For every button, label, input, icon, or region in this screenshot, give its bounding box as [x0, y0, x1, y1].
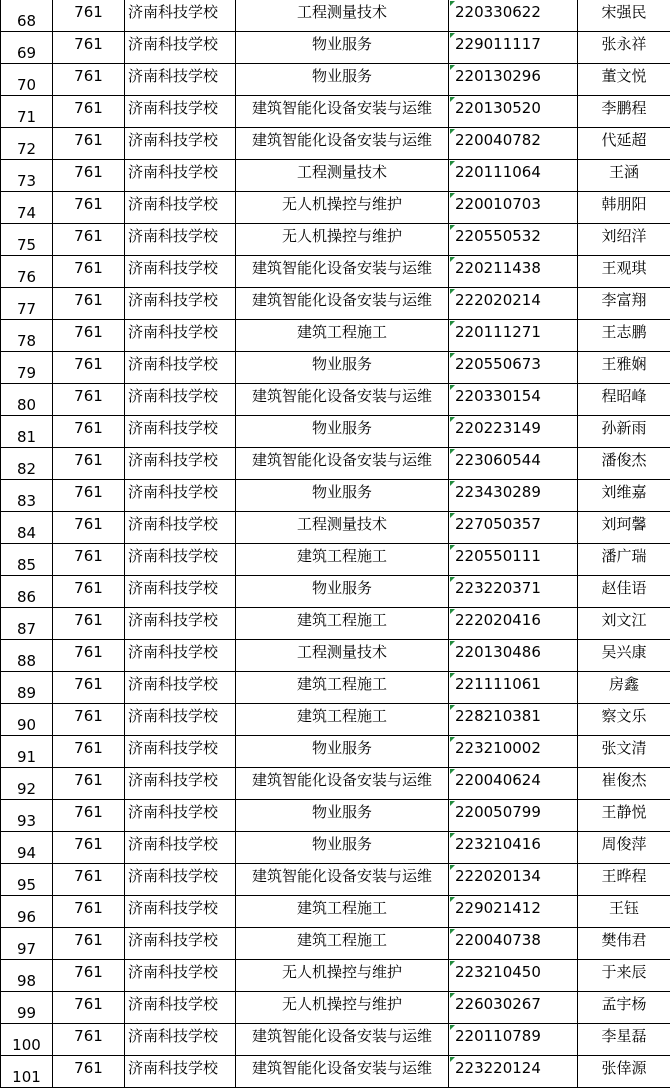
major-cell: 建筑智能化设备安装与运维: [236, 128, 449, 160]
school-name-cell: 济南科技学校: [125, 0, 236, 32]
school-name-cell: 济南科技学校: [125, 256, 236, 288]
row-number-cell: 87: [1, 608, 53, 640]
table-row: [1, 128, 670, 160]
row-number-cell: 75: [1, 224, 53, 256]
student-name-cell: 孙新雨: [578, 416, 670, 448]
row-number-cell: 91: [1, 736, 53, 768]
student-name-cell: 刘绍洋: [578, 224, 670, 256]
student-id-cell: 223210416: [449, 832, 578, 864]
major-cell: 物业服务: [236, 800, 449, 832]
table-row: [1, 672, 670, 704]
student-id-cell: 227050357: [449, 512, 578, 544]
row-number-cell: 96: [1, 896, 53, 928]
school-name-cell: 济南科技学校: [125, 864, 236, 896]
student-name-cell: 刘文江: [578, 608, 670, 640]
student-id-cell: 220010703: [449, 192, 578, 224]
student-name-cell: 李星磊: [578, 1024, 670, 1056]
school-code-cell: 761: [53, 800, 125, 832]
row-number-cell: 68: [1, 0, 53, 32]
school-code-cell: 761: [53, 256, 125, 288]
table-row: [1, 64, 670, 96]
student-id-cell: 220040624: [449, 768, 578, 800]
student-id-cell: 226030267: [449, 992, 578, 1024]
row-number-cell: 86: [1, 576, 53, 608]
student-id-cell: 223210450: [449, 960, 578, 992]
school-name-cell: 济南科技学校: [125, 800, 236, 832]
school-name-cell: 济南科技学校: [125, 96, 236, 128]
major-cell: 建筑智能化设备安装与运维: [236, 1024, 449, 1056]
student-name-cell: 董文悦: [578, 64, 670, 96]
student-id-cell: 220050799: [449, 800, 578, 832]
student-name-cell: 潘俊杰: [578, 448, 670, 480]
table-row: [1, 800, 670, 832]
school-name-cell: 济南科技学校: [125, 992, 236, 1024]
row-number-cell: 79: [1, 352, 53, 384]
student-name-cell: 王观琪: [578, 256, 670, 288]
school-name-cell: 济南科技学校: [125, 672, 236, 704]
student-name-cell: 李鹏程: [578, 96, 670, 128]
table-row: [1, 992, 670, 1024]
student-name-cell: 察文乐: [578, 704, 670, 736]
row-number-cell: 71: [1, 96, 53, 128]
school-name-cell: 济南科技学校: [125, 224, 236, 256]
school-code-cell: 761: [53, 1024, 125, 1056]
school-name-cell: 济南科技学校: [125, 1056, 236, 1088]
school-code-cell: 761: [53, 1056, 125, 1088]
school-code-cell: 761: [53, 224, 125, 256]
student-name-cell: 潘广瑞: [578, 544, 670, 576]
student-name-cell: 孟宇杨: [578, 992, 670, 1024]
school-name-cell: 济南科技学校: [125, 384, 236, 416]
student-name-cell: 樊伟君: [578, 928, 670, 960]
table-row: [1, 320, 670, 352]
student-id-cell: 220111064: [449, 160, 578, 192]
student-name-cell: 程昭峰: [578, 384, 670, 416]
table-row: [1, 768, 670, 800]
major-cell: 物业服务: [236, 832, 449, 864]
major-cell: 无人机操控与维护: [236, 992, 449, 1024]
student-id-cell: 223220371: [449, 576, 578, 608]
student-id-cell: 220130520: [449, 96, 578, 128]
student-name-cell: 代延超: [578, 128, 670, 160]
table-body: [1, 0, 670, 1088]
row-number-cell: 81: [1, 416, 53, 448]
major-cell: 建筑智能化设备安装与运维: [236, 256, 449, 288]
student-name-cell: 张文清: [578, 736, 670, 768]
school-code-cell: 761: [53, 512, 125, 544]
student-id-cell: 220130296: [449, 64, 578, 96]
row-number-cell: 73: [1, 160, 53, 192]
row-number-cell: 101: [1, 1056, 53, 1088]
school-code-cell: 761: [53, 608, 125, 640]
school-code-cell: 761: [53, 736, 125, 768]
school-name-cell: 济南科技学校: [125, 352, 236, 384]
school-name-cell: 济南科技学校: [125, 640, 236, 672]
row-number-cell: 97: [1, 928, 53, 960]
student-id-cell: 220330154: [449, 384, 578, 416]
table-row: [1, 928, 670, 960]
student-id-cell: 220550111: [449, 544, 578, 576]
school-name-cell: 济南科技学校: [125, 512, 236, 544]
school-name-cell: 济南科技学校: [125, 928, 236, 960]
student-name-cell: 王志鹏: [578, 320, 670, 352]
table-row: [1, 608, 670, 640]
table-row: [1, 736, 670, 768]
major-cell: 建筑智能化设备安装与运维: [236, 864, 449, 896]
school-code-cell: 761: [53, 896, 125, 928]
row-number-cell: 72: [1, 128, 53, 160]
student-id-cell: 223220124: [449, 1056, 578, 1088]
table-row: [1, 512, 670, 544]
school-name-cell: 济南科技学校: [125, 736, 236, 768]
school-name-cell: 济南科技学校: [125, 576, 236, 608]
row-number-cell: 100: [1, 1024, 53, 1056]
major-cell: 建筑工程施工: [236, 608, 449, 640]
major-cell: 物业服务: [236, 480, 449, 512]
major-cell: 建筑工程施工: [236, 704, 449, 736]
row-number-cell: 92: [1, 768, 53, 800]
school-name-cell: 济南科技学校: [125, 448, 236, 480]
table-row: [1, 576, 670, 608]
student-name-cell: 王晔程: [578, 864, 670, 896]
student-id-cell: 220550532: [449, 224, 578, 256]
major-cell: 无人机操控与维护: [236, 960, 449, 992]
school-code-cell: 761: [53, 640, 125, 672]
student-id-cell: 222020134: [449, 864, 578, 896]
table-row: [1, 352, 670, 384]
major-cell: 建筑工程施工: [236, 672, 449, 704]
student-name-cell: 刘珂馨: [578, 512, 670, 544]
school-code-cell: 761: [53, 192, 125, 224]
row-number-cell: 98: [1, 960, 53, 992]
student-name-cell: 李富翔: [578, 288, 670, 320]
table-row: [1, 1024, 670, 1056]
table-row: [1, 480, 670, 512]
school-name-cell: 济南科技学校: [125, 320, 236, 352]
table-row: [1, 416, 670, 448]
row-number-cell: 84: [1, 512, 53, 544]
school-code-cell: 761: [53, 960, 125, 992]
student-name-cell: 王钰: [578, 896, 670, 928]
table-row: [1, 32, 670, 64]
student-id-cell: 229021412: [449, 896, 578, 928]
student-name-cell: 王静悦: [578, 800, 670, 832]
student-id-cell: 222020214: [449, 288, 578, 320]
student-id-cell: 223430289: [449, 480, 578, 512]
school-name-cell: 济南科技学校: [125, 704, 236, 736]
row-number-cell: 85: [1, 544, 53, 576]
school-code-cell: 761: [53, 576, 125, 608]
student-id-cell: 220040782: [449, 128, 578, 160]
student-id-cell: 220110789: [449, 1024, 578, 1056]
school-code-cell: 761: [53, 32, 125, 64]
table-row: [1, 0, 670, 32]
school-name-cell: 济南科技学校: [125, 832, 236, 864]
row-number-cell: 82: [1, 448, 53, 480]
student-name-cell: 于来辰: [578, 960, 670, 992]
student-name-cell: 房鑫: [578, 672, 670, 704]
row-number-cell: 76: [1, 256, 53, 288]
school-name-cell: 济南科技学校: [125, 768, 236, 800]
table-row: [1, 896, 670, 928]
school-code-cell: 761: [53, 832, 125, 864]
table-row: [1, 832, 670, 864]
school-code-cell: 761: [53, 544, 125, 576]
school-code-cell: 761: [53, 448, 125, 480]
row-number-cell: 89: [1, 672, 53, 704]
school-name-cell: 济南科技学校: [125, 288, 236, 320]
major-cell: 物业服务: [236, 32, 449, 64]
major-cell: 建筑智能化设备安装与运维: [236, 288, 449, 320]
major-cell: 工程测量技术: [236, 160, 449, 192]
student-name-cell: 张倖源: [578, 1056, 670, 1088]
school-code-cell: 761: [53, 704, 125, 736]
student-id-cell: 222020416: [449, 608, 578, 640]
major-cell: 建筑工程施工: [236, 896, 449, 928]
major-cell: 物业服务: [236, 576, 449, 608]
school-code-cell: 761: [53, 672, 125, 704]
school-name-cell: 济南科技学校: [125, 416, 236, 448]
school-code-cell: 761: [53, 320, 125, 352]
school-code-cell: 761: [53, 928, 125, 960]
school-code-cell: 761: [53, 992, 125, 1024]
table-row: [1, 704, 670, 736]
student-name-cell: 宋强民: [578, 0, 670, 32]
school-code-cell: 761: [53, 768, 125, 800]
school-name-cell: 济南科技学校: [125, 1024, 236, 1056]
table-row: [1, 160, 670, 192]
major-cell: 物业服务: [236, 416, 449, 448]
student-id-cell: 220550673: [449, 352, 578, 384]
table-row: [1, 864, 670, 896]
school-code-cell: 761: [53, 864, 125, 896]
student-id-cell: 220223149: [449, 416, 578, 448]
school-code-cell: 761: [53, 96, 125, 128]
student-id-cell: 220211438: [449, 256, 578, 288]
major-cell: 工程测量技术: [236, 640, 449, 672]
student-id-cell: 223060544: [449, 448, 578, 480]
school-name-cell: 济南科技学校: [125, 128, 236, 160]
student-id-cell: 220040738: [449, 928, 578, 960]
student-id-cell: 228210381: [449, 704, 578, 736]
school-name-cell: 济南科技学校: [125, 896, 236, 928]
row-number-cell: 74: [1, 192, 53, 224]
major-cell: 建筑智能化设备安装与运维: [236, 448, 449, 480]
school-name-cell: 济南科技学校: [125, 64, 236, 96]
table-row: [1, 544, 670, 576]
student-name-cell: 吴兴康: [578, 640, 670, 672]
major-cell: 物业服务: [236, 736, 449, 768]
row-number-cell: 80: [1, 384, 53, 416]
major-cell: 物业服务: [236, 352, 449, 384]
school-code-cell: 761: [53, 160, 125, 192]
major-cell: 建筑智能化设备安装与运维: [236, 96, 449, 128]
row-number-cell: 88: [1, 640, 53, 672]
table-row: [1, 640, 670, 672]
school-name-cell: 济南科技学校: [125, 480, 236, 512]
school-code-cell: 761: [53, 352, 125, 384]
major-cell: 建筑智能化设备安装与运维: [236, 768, 449, 800]
row-number-cell: 77: [1, 288, 53, 320]
student-name-cell: 崔俊杰: [578, 768, 670, 800]
table-row: [1, 192, 670, 224]
school-name-cell: 济南科技学校: [125, 960, 236, 992]
school-name-cell: 济南科技学校: [125, 192, 236, 224]
row-number-cell: 69: [1, 32, 53, 64]
row-number-cell: 70: [1, 64, 53, 96]
row-number-cell: 94: [1, 832, 53, 864]
major-cell: 建筑工程施工: [236, 320, 449, 352]
row-number-cell: 78: [1, 320, 53, 352]
student-name-cell: 王雅娴: [578, 352, 670, 384]
school-name-cell: 济南科技学校: [125, 608, 236, 640]
table-row: [1, 256, 670, 288]
school-code-cell: 761: [53, 64, 125, 96]
table-row: [1, 288, 670, 320]
school-name-cell: 济南科技学校: [125, 160, 236, 192]
school-name-cell: 济南科技学校: [125, 544, 236, 576]
student-id-cell: 220330622: [449, 0, 578, 32]
table-row: [1, 448, 670, 480]
major-cell: 建筑工程施工: [236, 544, 449, 576]
major-cell: 建筑智能化设备安装与运维: [236, 384, 449, 416]
student-name-cell: 刘维嘉: [578, 480, 670, 512]
student-id-cell: 223210002: [449, 736, 578, 768]
student-id-cell: 220111271: [449, 320, 578, 352]
table-row: [1, 224, 670, 256]
school-name-cell: 济南科技学校: [125, 32, 236, 64]
school-code-cell: 761: [53, 384, 125, 416]
student-name-cell: 赵佳语: [578, 576, 670, 608]
school-code-cell: 761: [53, 288, 125, 320]
major-cell: 建筑工程施工: [236, 928, 449, 960]
student-name-cell: 周俊萍: [578, 832, 670, 864]
student-id-cell: 221111061: [449, 672, 578, 704]
student-id-cell: 220130486: [449, 640, 578, 672]
school-code-cell: 761: [53, 0, 125, 32]
row-number-cell: 90: [1, 704, 53, 736]
table-row: [1, 1056, 670, 1088]
major-cell: 无人机操控与维护: [236, 224, 449, 256]
school-code-cell: 761: [53, 128, 125, 160]
student-name-cell: 张永祥: [578, 32, 670, 64]
row-number-cell: 95: [1, 864, 53, 896]
major-cell: 工程测量技术: [236, 512, 449, 544]
major-cell: 建筑智能化设备安装与运维: [236, 1056, 449, 1088]
major-cell: 无人机操控与维护: [236, 192, 449, 224]
school-code-cell: 761: [53, 480, 125, 512]
row-number-cell: 83: [1, 480, 53, 512]
student-id-cell: 229011117: [449, 32, 578, 64]
school-code-cell: 761: [53, 416, 125, 448]
row-number-cell: 93: [1, 800, 53, 832]
table-row: [1, 96, 670, 128]
table-row: [1, 384, 670, 416]
major-cell: 工程测量技术: [236, 0, 449, 32]
row-number-cell: 99: [1, 992, 53, 1024]
student-name-cell: 王涵: [578, 160, 670, 192]
major-cell: 物业服务: [236, 64, 449, 96]
student-name-cell: 韩朋阳: [578, 192, 670, 224]
